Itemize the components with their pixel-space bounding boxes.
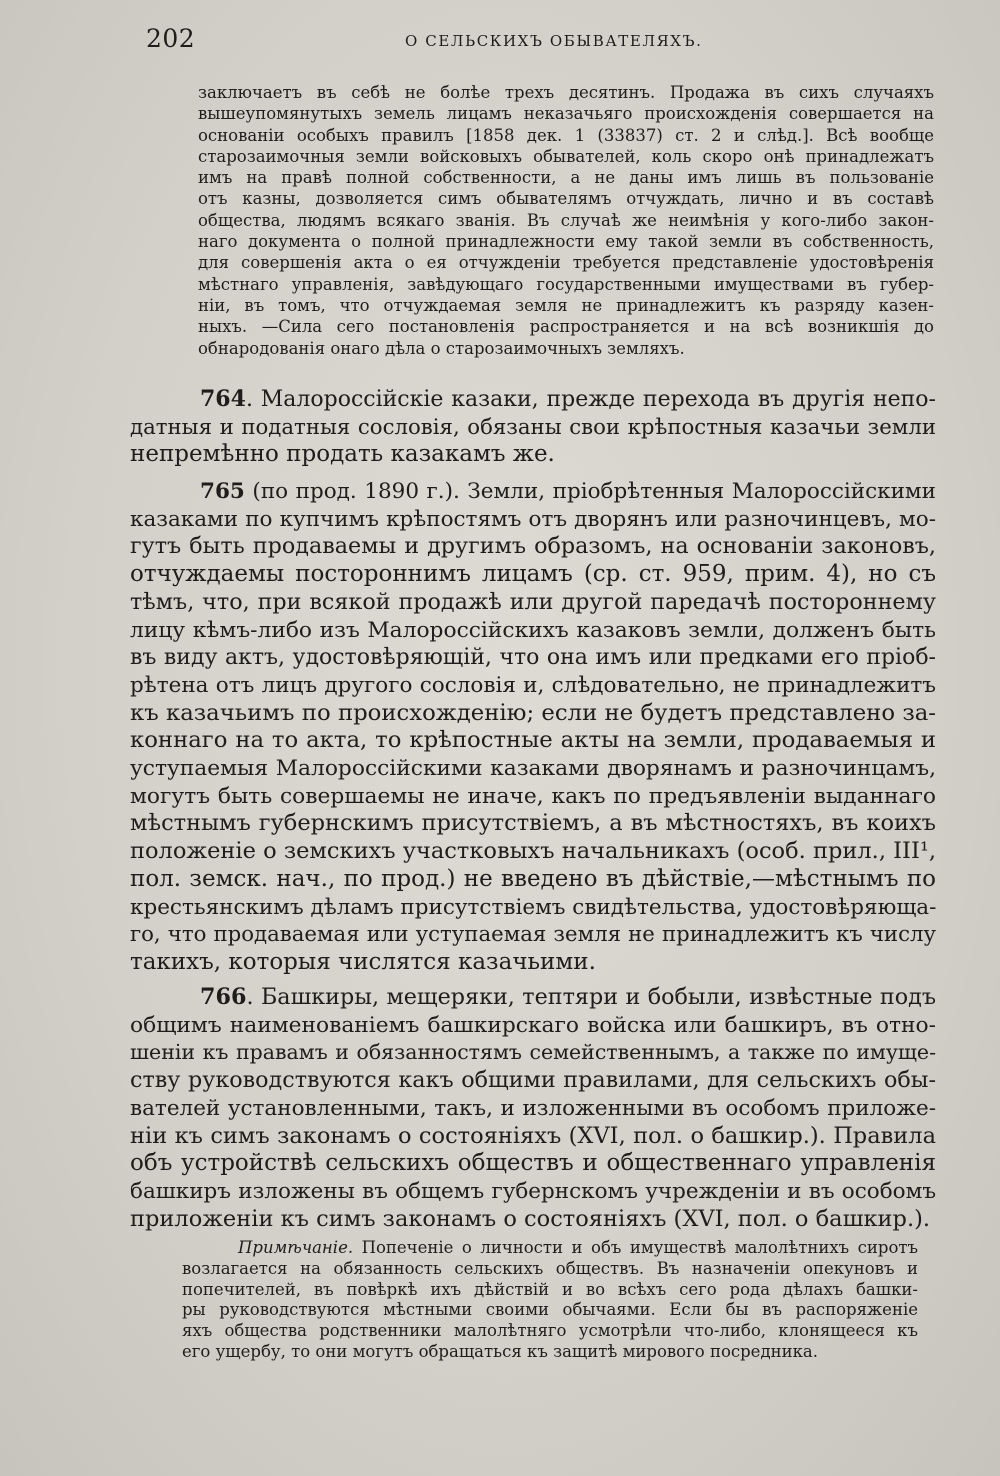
text-line: ры руководствуются мѣстными своими обычаями. Если бы въ распоряженіе	[182, 1300, 918, 1320]
text-line: такихъ, которыя числятся казачьими.	[130, 948, 596, 975]
text-line: основаніи особыхъ правилъ [1858 дек. 1 (33837) ст. 2 и слѣд.]. Всѣ вообще	[198, 125, 934, 145]
article-765	[130, 478, 936, 977]
article-first-line	[130, 386, 936, 414]
article-text: . Башкиры, мещеряки, тептяри и бобыли, извѣстные подъ	[246, 984, 936, 1010]
text-line: наго документа о полной принадлежности ему такой земли въ собственность,	[198, 232, 934, 252]
text-line: мѣстнымъ губернскимъ присутствіемъ, а въ мѣстностяхъ, въ коихъ	[130, 810, 936, 837]
text-line: непремѣнно продать казакамъ же.	[130, 441, 555, 468]
text-line: отчуждаемы постороннимъ лицамъ (ср. ст. 959, прим. 4), но съ	[130, 561, 936, 588]
text-line: общимъ наименованіемъ башкирскаго войска или башкиръ, въ отно-	[130, 1012, 936, 1038]
text-line: уступаемыя Малороссійскими казаками дворянамъ и разночинцамъ,	[130, 756, 936, 782]
page-number: 202	[146, 24, 196, 53]
note-first-line	[182, 1238, 918, 1259]
text-line: возлагается на обязанность сельскихъ обществъ. Въ назначеніи опекуновъ и	[182, 1258, 918, 1278]
footnote-remark	[182, 1238, 918, 1363]
text-line: для совершенія акта о ея отчужденіи требуется представленіе удостовѣренія	[198, 253, 934, 273]
article-number: 765	[200, 479, 245, 504]
text-line: ніи къ симъ законамъ о состояніяхъ (XVI, пол. о башкир.). Правила	[130, 1122, 936, 1149]
article-text: . Малороссійскіе казаки, прежде перехода въ другія непо-	[245, 387, 936, 412]
note-label: Примѣчаніе.	[238, 1238, 354, 1257]
running-title: О СЕЛЬСКИХЪ ОБЫВАТЕЛЯХЪ.	[405, 32, 703, 50]
text-line: казаками по купчимъ крѣпостямъ отъ дворянъ или разночинцевъ, мо-	[130, 506, 936, 532]
text-line: старозаимочныя земли войсковыхъ обывателей, коль скоро онѣ принадлежатъ	[198, 146, 934, 166]
text-line: могутъ быть совершаемы не иначе, какъ по предъявленіи выданнаго	[130, 783, 936, 809]
text-line: мѣстнаго управленія, завѣдующаго государственными имуществами въ губер-	[198, 274, 934, 294]
text-line: гутъ быть продаваемы и другимъ образомъ, на основаніи законовъ,	[130, 533, 936, 560]
page-header	[140, 24, 920, 58]
article-first-line	[130, 478, 936, 506]
text-line: коннаго на то акта, то крѣпостные акты на земли, продаваемыя и	[130, 727, 936, 754]
text-line: башкиръ изложены въ общемъ губернскомъ учрежденіи и въ особомъ	[130, 1178, 936, 1204]
text-line: го, что продаваемая или уступаемая земля не принадлежитъ къ числу	[130, 922, 936, 948]
text-line: въ виду актъ, удостовѣряющій, что она имъ или предками его пріоб-	[130, 645, 936, 671]
text-line: крестьянскимъ дѣламъ присутствіемъ свидѣтельства, удостовѣряюща-	[130, 894, 937, 920]
text-line: ніи, въ томъ, что отчуждаемая земля не принадлежитъ къ разряду казен-	[198, 295, 934, 315]
text-line: вателей установленными, такъ, и изложенными въ особомъ приложе-	[130, 1095, 936, 1121]
text-line: шеніи къ правамъ и обязанностямъ семейственнымъ, а также по имуще-	[130, 1040, 936, 1065]
text-line: датныя и податныя сословія, обязаны свои крѣпостныя казачьи земли	[130, 414, 936, 440]
text-line: ству руководствуются какъ общими правилами, для сельскихъ обы-	[130, 1067, 936, 1094]
article-number: 764	[200, 386, 246, 412]
text-line: лицу кѣмъ-либо изъ Малороссійскихъ казаковъ земли, долженъ быть	[130, 617, 936, 643]
text-line: ныхъ. —Сила сего постановленія распространяется и на всѣ возникшія до	[198, 317, 934, 337]
article-764	[130, 386, 936, 469]
article-number: 766	[200, 984, 247, 1010]
text-line: тѣмъ, что, при всякой продажѣ или другой паредачѣ постороннему	[130, 588, 936, 615]
note-text: Попеченіе о личности и объ имуществѣ малолѣтнихъ сиротъ	[353, 1238, 918, 1257]
article-766	[130, 984, 936, 1233]
text-line: яхъ общества родственники малолѣтняго усмотрѣли что-либо, клонящееся къ	[182, 1321, 918, 1341]
text-line: объ устройствѣ сельскихъ обществъ и общественнаго управленія	[130, 1150, 936, 1177]
article-first-line	[130, 984, 936, 1012]
text-line: имъ на правѣ полной собственности, а не даны имъ лишь въ пользованіе	[198, 168, 934, 188]
continued-note-text	[198, 82, 934, 359]
text-line: приложеніи къ симъ законамъ о состояніяхъ (XVI, пол. о башкир.).	[130, 1205, 931, 1232]
text-line: отъ казны, дозволяется симъ обывателямъ отчуждать, лично и въ составѣ	[198, 189, 934, 209]
text-line: общества, людямъ всякаго званія. Въ случаѣ же неимѣнія у кого-либо закон-	[198, 210, 934, 230]
text-line: положеніе о земскихъ участковыхъ начальникахъ (особ. прил., III¹,	[130, 838, 936, 865]
text-line: вышеупомянутыхъ земель лицамъ неказачьяго происхожденія совершается на	[198, 104, 934, 124]
article-text: (по прод. 1890 г.). Земли, пріобрѣтенныя Малороссійскими	[244, 479, 936, 504]
text-line: рѣтена отъ лицъ другого сословія и, слѣдовательно, не принадлежитъ	[130, 672, 936, 698]
text-line: къ казачьимъ по происхожденію; если не будетъ представлено за-	[130, 699, 936, 726]
text-line: обнародованія онаго дѣла о старозаимочныхъ земляхъ.	[198, 338, 685, 358]
text-line: заключаетъ въ себѣ не болѣе трехъ десятинъ. Продажа въ сихъ случаяхъ	[198, 83, 934, 102]
text-line: его ущербу, то они могутъ обращаться къ защитѣ мирового посредника.	[182, 1341, 818, 1361]
text-line: попечителей, въ повѣркѣ ихъ дѣйствій и во всѣхъ сего рода дѣлахъ башки-	[182, 1279, 918, 1299]
text-line: пол. земск. нач., по прод.) не введено въ дѣйствіе,—мѣстнымъ по	[130, 865, 936, 892]
